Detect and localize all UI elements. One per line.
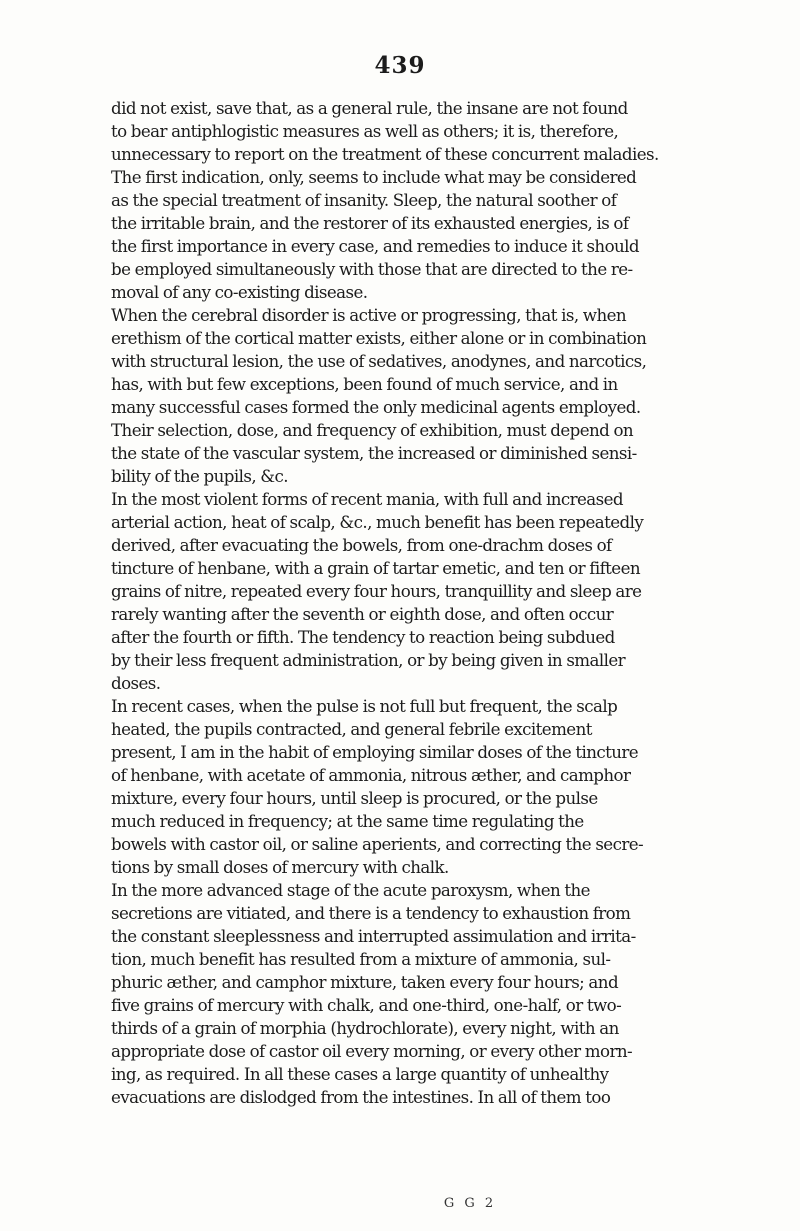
- text-line: the first importance in every case, and remedies to induce it should: [111, 237, 640, 257]
- text-line: When the cerebral disorder is active or progressing, that is, when: [111, 306, 627, 326]
- text-line: unnecessary to report on the treatment of these concurrent maladies.: [111, 145, 659, 165]
- text-line: to bear antiphlogistic measures as well as others; it is, therefore,: [111, 122, 619, 142]
- text-line: the constant sleeplessness and interrupted assimulation and irrita-: [111, 927, 636, 947]
- text-line: tion, much benefit has resulted from a mixture of ammonia, sul-: [111, 950, 611, 970]
- text-line: moval of any co-existing disease.: [111, 283, 368, 303]
- text-line: phuric æther, and camphor mixture, taken every four hours; and: [111, 973, 619, 993]
- body-text: [111, 98, 800, 1110]
- text-line: tions by small doses of mercury with chalk.: [111, 858, 449, 878]
- text-line: tincture of henbane, with a grain of tartar emetic, and ten or fifteen: [111, 559, 641, 579]
- text-line: did not exist, save that, as a general rule, the insane are not found: [111, 99, 628, 119]
- text-line: ing, as required. In all these cases a large quantity of unhealthy: [111, 1065, 609, 1085]
- signature-mark: G G 2: [443, 1196, 497, 1211]
- text-line: bowels with castor oil, or saline aperients, and correcting the secre-: [111, 835, 644, 855]
- text-line: by their less frequent administration, or by being given in smaller: [111, 651, 626, 671]
- text-line: of henbane, with acetate of ammonia, nitrous æther, and camphor: [111, 766, 631, 786]
- text-line: appropriate dose of castor oil every morning, or every other morn-: [111, 1042, 633, 1062]
- text-line: grains of nitre, repeated every four hours, tranquillity and sleep are: [111, 582, 642, 602]
- text-line: derived, after evacuating the bowels, from one-drachm doses of: [111, 536, 612, 556]
- text-line: as the special treatment of insanity. Sleep, the natural soother of: [111, 191, 617, 211]
- text-line: thirds of a grain of morphia (hydrochlorate), every night, with an: [111, 1019, 619, 1039]
- page-number: 439: [374, 52, 426, 79]
- text-line: has, with but few exceptions, been found of much service, and in: [111, 375, 618, 395]
- text-line: present, I am in the habit of employing similar doses of the tincture: [111, 743, 639, 763]
- text-line: with structural lesion, the use of sedatives, anodynes, and narcotics,: [111, 352, 647, 372]
- text-line: many successful cases formed the only medicinal agents employed.: [111, 398, 641, 418]
- text-line: Their selection, dose, and frequency of exhibition, must depend on: [111, 421, 634, 441]
- text-line: The first indication, only, seems to include what may be considered: [111, 168, 637, 188]
- text-line: heated, the pupils contracted, and general febrile excitement: [111, 720, 592, 740]
- text-line: after the fourth or fifth. The tendency to reaction being subdued: [111, 628, 615, 648]
- text-line: doses.: [111, 674, 161, 694]
- text-line: the state of the vascular system, the increased or diminished sensi-: [111, 444, 637, 464]
- text-line: be employed simultaneously with those that are directed to the re-: [111, 260, 633, 280]
- text-line: In the more advanced stage of the acute paroxysm, when the: [111, 881, 590, 901]
- text-line: erethism of the cortical matter exists, either alone or in combination: [111, 329, 647, 349]
- text-line: bility of the pupils, &c.: [111, 467, 288, 487]
- text-line: rarely wanting after the seventh or eighth dose, and often occur: [111, 605, 614, 625]
- text-line: In recent cases, when the pulse is not full but frequent, the scalp: [111, 697, 618, 717]
- text-line: mixture, every four hours, until sleep is procured, or the pulse: [111, 789, 598, 809]
- text-line: evacuations are dislodged from the intestines. In all of them too: [111, 1088, 611, 1108]
- text-line: five grains of mercury with chalk, and one-third, one-half, or two-: [111, 996, 622, 1016]
- text-line: much reduced in frequency; at the same time regulating the: [111, 812, 584, 832]
- text-line: arterial action, heat of scalp, &c., much benefit has been repeatedly: [111, 513, 644, 533]
- text-line: In the most violent forms of recent mania, with full and increased: [111, 490, 624, 510]
- text-line: secretions are vitiated, and there is a tendency to exhaustion from: [111, 904, 631, 924]
- text-line: the irritable brain, and the restorer of its exhausted energies, is of: [111, 214, 629, 234]
